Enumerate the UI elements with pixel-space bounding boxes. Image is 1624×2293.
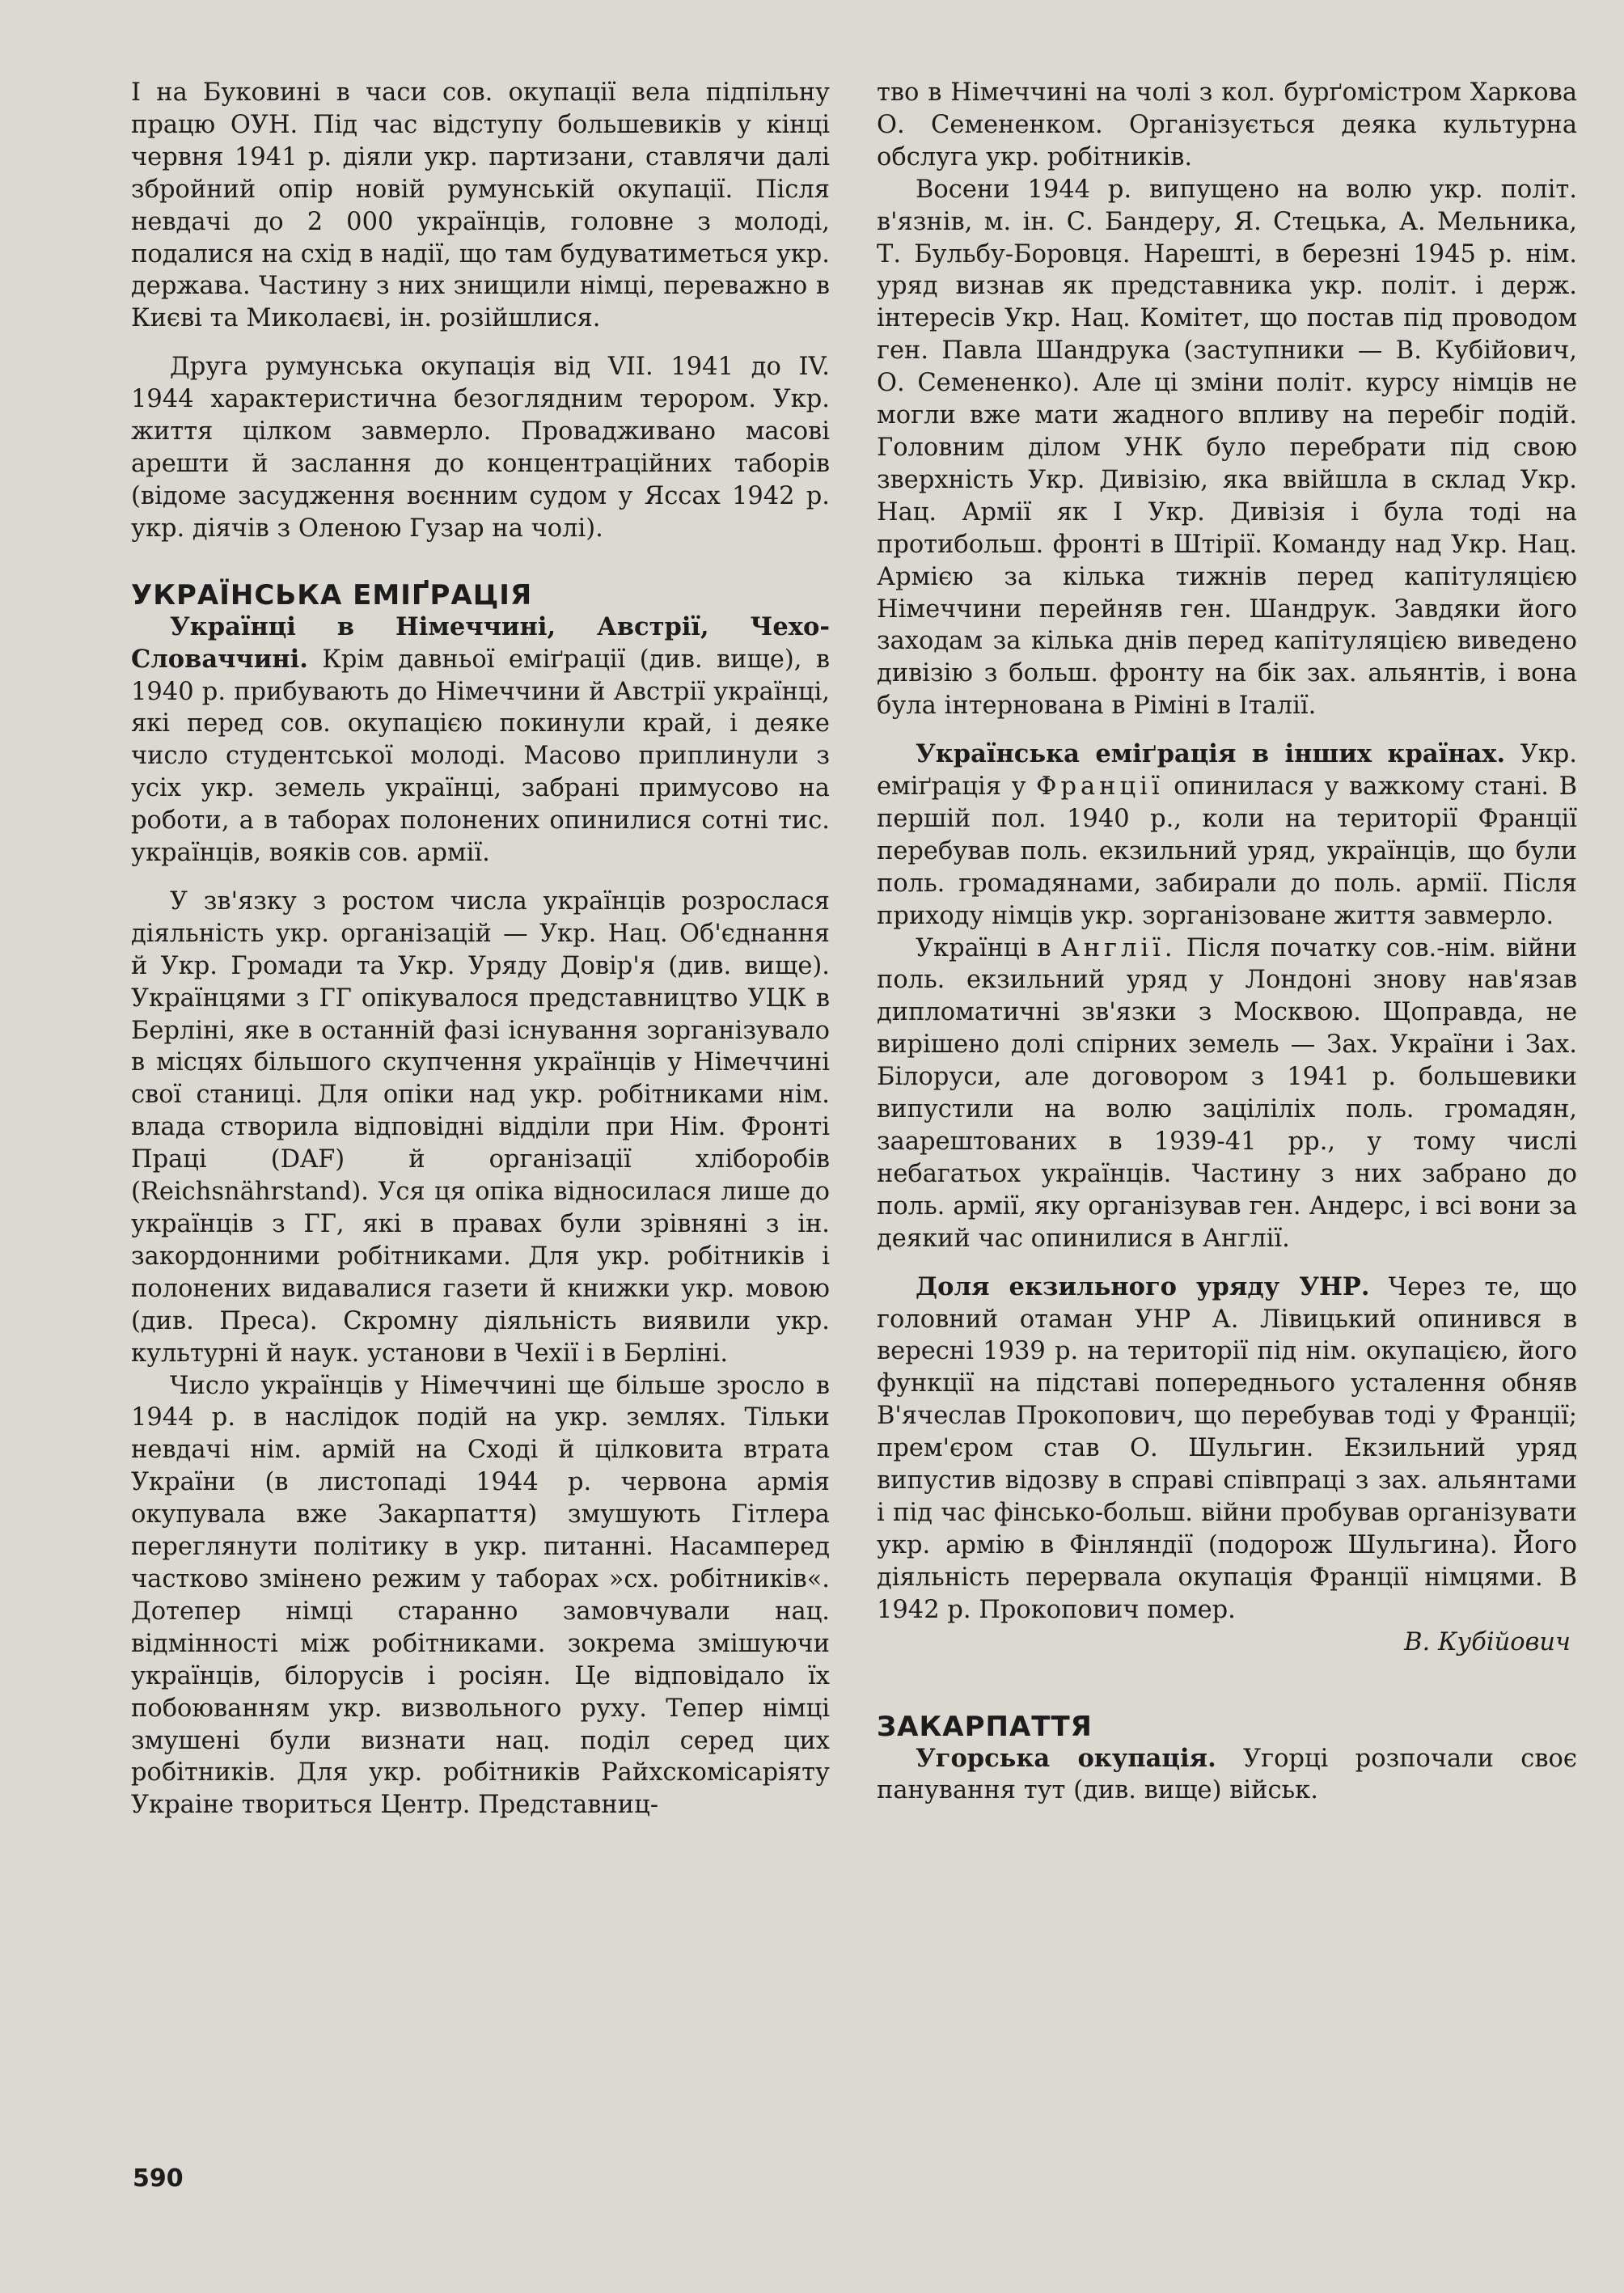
spaced-word-england: Англії. [1060,933,1177,962]
spaced-word-france: Франції [1036,772,1164,802]
paragraph-england-text-a: Українці в [916,933,1061,962]
paragraph-hungarian-occupation [877,1743,1577,1808]
left-column [131,77,830,1821]
paragraph-unr-government [877,1271,1577,1627]
paragraph-unr-government-text: Через те, що головний отаман УНР А. Лівицький опинився в вересні 1939 р. на території під нім. окупацією, його функції на підставі попереднього усталення обняв В'ячеслав Прокопович, що перебував тоді у Франції; прем'єром став О. Шульгин. Екзильний уряд випустив відозву в справі співпраці з зах. альянтами і під час фінсько-больш. війни пробував організувати укр. армію в Фінляндії (подорож Шульгина). Його діяльність перервала окупація Франції німцями. В 1942 р. Прокопович помер. [877,1272,1577,1624]
paragraph-england-text-b: Після початку сов.-нім. війни поль. екзильний уряд у Лондоні знову нав'язав дипломатичні зв'язки з Москвою. Щоправда, не вирішено долі спірних земель — Зах. України і Зах. Білоруси, але договором з 1941 р. большевики випустили на волю заціліліх поль. громадян, заарештованих в 1939-41 рр., у тому числі небагатьох українців. Частину з них забрано до поль. армії, яку організував ген. Андерс, і всі вони за деякий час опинилися в Англії. [877,933,1577,1253]
paragraph-continuation-semenenko: тво в Німеччині на чолі з кол. бурґомістром Харкова О. Семененком. Організується деяка культурна обслуга укр. робітників. [877,78,1577,171]
paragraph-other-countries-text-a: Укр. еміґрація у [877,740,1577,802]
paragraph-autumn-1944: Восени 1944 р. випущено на волю укр. політ. в'язнів, м. ін. С. Бандеру, Я. Стецька, А. Мельника, Т. Бульбу-Боровця. Нарешті, в березні 1945 р. нім. уряд визнав як представника укр. політ. і держ. інтересів Укр. Нац. Комітет, що постав під проводом ген. Павла Шандрука (заступники — В. Кубійович, О. Семененко). Але ці зміни політ. курсу німців не могли вже мати жадного впливу на перебіг подій. Головним ділом УНК було перебрати під свою зверхність Укр. Дивізію, яка ввійшла в склад Укр. Нац. Армії як I Укр. Дивізія і була тоді на протибольш. фронті в Штірії. Команду над Укр. Нац. Армією за кілька тижнів перед капітуляцією Німеччини перейняв ген. Шандрук. Завдяки його заходам за кілька днів перед капітуляцією виведено дивізію з больш. фронту на бік зах. альянтів, і вона була інтернована в Ріміні в Італії. [877,175,1577,721]
paragraph-ukrainians-in-germany [131,611,830,869]
paragraph-other-countries-text-b: опинилася у важкому стані. В першій пол. 1940 р., коли на території Франції перебував поль. екзильний уряд, українців, що були поль. громадянами, забирали до поль. армії. Після приходу німців укр. зорганізоване життя завмерло. [877,772,1577,930]
paragraph-hungarian-occupation-text: Угорці розпочали своє панування тут (див. вище) військ. [877,1744,1577,1805]
run-in-heading-other-countries: Українська еміґрація в інших країнах. [916,739,1506,769]
run-in-heading-hungarian-occupation: Угорська окупація. [916,1743,1216,1773]
run-in-heading-unr: Доля екзильного уряду УНР. [916,1271,1370,1301]
paragraph-ukrainians-in-germany-text: Крім давньої еміґрації (див. вище), в 1940 р. прибувають до Німеччини й Австрії українці, які перед сов. окупацією покинули край, і деяке число студентської молоді. Масово приплинули з усіх укр. земель українці, забрані примусово на роботи, а в таборах полонених опинилися сотні тис. українців, вояків сов. армії. [131,645,830,868]
paragraph-bukovyna-oun: І на Буковині в часи сов. окупації вела підпільну працю ОУН. Під час відступу большевиків у кінці червня 1941 р. діяли укр. партизани, ставлячи далі збройний опір новій румунській окупації. Після невдачі до 2 000 українців, головне з молоді, подалися на схід в надії, що там будуватиметься укр. держава. Частину з них знищили німці, переважно в Києві та Миколаєві, ін. розійшлися. [131,78,830,333]
run-in-heading-germany-austria: Українці в Німеччині, Австрії, Чехо-Словаччині. [131,611,830,674]
section-heading-zakarpattia: ЗАКАРПАТТЯ [877,1710,1093,1743]
paragraph-england [877,933,1577,1255]
paragraph-1944-growth: Число українців у Німеччині ще більше зросло в 1944 р. в наслідок подій на укр. землях. Тільки невдачі нім. армій на Сході й цілковита втрата України (в листопаді 1944 р. червона армія окупувала вже Закарпаття) змушують Гітлера переглянути політику в укр. питанні. Насамперед частково змінено режим у таборах »сх. робітників«. Дотепер німці старанно замовчували нац. відмінності між робітниками. зокрема змішуючи українців, білорусів і росіян. Це відповідало їх побоюванням укр. визвольного руху. Тепер німці змушені були визнати нац. поділ серед цих робітників. Для укр. робітників Райхскомісаріяту Украіне твориться Центр. Представниц- [131,1371,830,1820]
author-signature: В. Кубійович [1404,1627,1571,1656]
paragraph-second-romanian-occupation: Друга румунська окупація від VII. 1941 до IV. 1944 характеристична безоглядним терором. Укр. життя цілком завмерло. Провадживано масові арешти й заслання до концентраційних таборів (відоме засудження воєнним судом у Яссах 1942 р. укр. діячів з Оленою Гузар на чолі). [131,353,830,543]
paragraph-organizations: У зв'язку з ростом числа українців розрослася діяльність укр. організацій — Укр. Нац. Об'єднання й Укр. Громади та Укр. Уряду Довір'я (див. вище). Українцями з ГГ опікувалося представництво УЦК в Берліні, яке в останній фазі існування зорганізувало в місцях більшого скупчення українців у Німеччині свої станиці. Для опіки над укр. робітниками нім. влада створила відповідні відділи при Нім. Фронті Праці (DAF) й організації хліборобів (Reichsnährstand). Уся ця опіка відносилася лише до українців з ГГ, які в правах були зрівняні з ін. закордонними робітниками. Для укр. робітників і полонених видавалися газети й книжки укр. мовою (див. Преса). Скромну діяльність виявили укр. культурні й наук. установи в Чехії і в Берліні. [131,886,830,1368]
right-column [877,77,1577,1807]
paragraph-other-countries [877,738,1577,932]
section-heading-emigration: УКРАЇНСЬКА ЕМІҐРАЦІЯ [131,578,533,611]
page-number: 590 [133,2164,184,2193]
